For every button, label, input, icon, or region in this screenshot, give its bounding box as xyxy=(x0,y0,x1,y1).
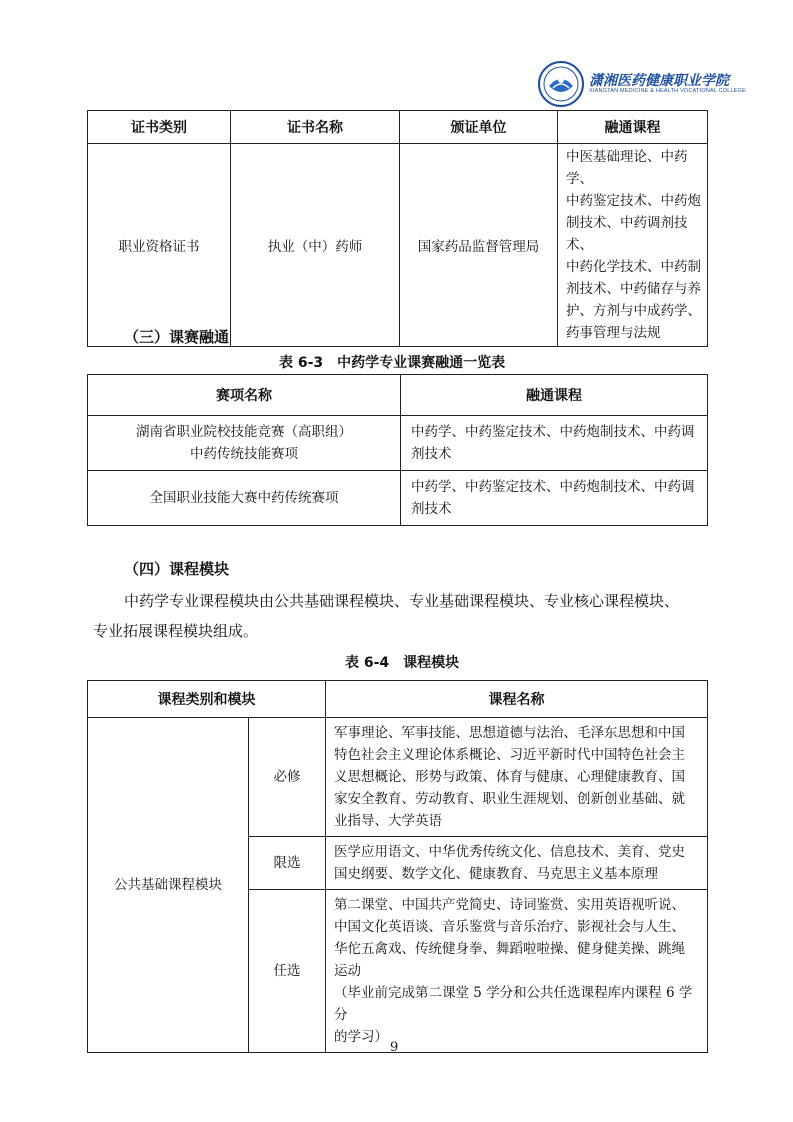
text-line: 中药鉴定技术、中药炮 xyxy=(566,193,701,209)
col-header: 融通课程 xyxy=(558,111,708,144)
text-line: 湖南省职业院校技能竞赛（高职组） xyxy=(136,424,352,440)
text-line: 中药学、中药鉴定技术、中药炮制技术、中药调 xyxy=(411,479,695,495)
school-name: 潇湘医药健康职业学院 xyxy=(589,73,729,89)
text-line: 医学应用语文、中华优秀传统文化、信息技术、美育、党史 xyxy=(334,844,685,860)
certificate-table xyxy=(87,110,708,347)
table-row xyxy=(88,416,708,471)
table-row xyxy=(88,718,708,837)
competition-courses xyxy=(401,471,708,526)
cert-category: 职业资格证书 xyxy=(88,144,231,347)
text-line: 中药学、中药鉴定技术、中药炮制技术、中药调 xyxy=(411,424,695,440)
course-type: 必修 xyxy=(249,718,326,837)
cert-courses xyxy=(558,144,708,347)
text-line: 剂技术 xyxy=(411,501,452,517)
table-header-row xyxy=(88,681,708,718)
cert-issuer: 国家药品监督管理局 xyxy=(400,144,558,347)
table-caption: 表 6-3 中药学专业课赛融通一览表 xyxy=(279,355,506,371)
course-type: 任选 xyxy=(249,890,326,1053)
course-list xyxy=(326,890,708,1053)
text-line: 药事管理与法规 xyxy=(566,325,661,341)
course-module-table xyxy=(87,680,708,1053)
text-line: 中药传统技能赛项 xyxy=(190,446,298,462)
page-number: 9 xyxy=(390,1040,399,1055)
module-name: 公共基础课程模块 xyxy=(88,718,249,1053)
competition-courses xyxy=(401,416,708,471)
competition-table xyxy=(87,374,708,526)
col-header: 赛项名称 xyxy=(88,375,401,416)
text-line: 特色社会主义理论体系概论、习近平新时代中国特色社会主 xyxy=(334,747,685,763)
text-line: 全国职业技能大赛中药传统赛项 xyxy=(149,490,339,506)
text-line: 中药化学技术、中药制 xyxy=(566,259,701,275)
col-header: 课程类别和模块 xyxy=(88,681,326,718)
competition-name xyxy=(88,471,401,526)
text-line: 护、方剂与中成药学、 xyxy=(566,303,701,319)
col-header: 颁证单位 xyxy=(400,111,558,144)
text-line: 义思想概论、形势与政策、体育与健康、心理健康教育、国 xyxy=(334,769,685,785)
col-header: 证书类别 xyxy=(88,111,231,144)
section-heading: （三）课赛融通 xyxy=(124,328,230,346)
text-line: （毕业前完成第二课堂 5 学分和公共任选课程库内课程 6 学分 xyxy=(334,985,693,1023)
table-header-row xyxy=(88,111,708,144)
text-line: 剂技术、中药储存与养 xyxy=(566,281,701,297)
table-row xyxy=(88,471,708,526)
competition-name xyxy=(88,416,401,471)
section-heading: （四）课程模块 xyxy=(124,560,230,578)
text-line: 的学习） xyxy=(334,1029,388,1045)
text-line: 剂技术 xyxy=(411,446,452,462)
school-name-en: XIANGTAN MEDICINE & HEALTH VOCATIONAL COLLEGE xyxy=(589,88,747,94)
table-row xyxy=(88,144,708,347)
text-line: 运动 xyxy=(334,963,361,979)
text-line: 国史纲要、数学文化、健康教育、马克思主义基本原理 xyxy=(334,866,658,882)
text-line: 中国文化英语谈、音乐鉴赏与音乐治疗、影视社会与人生、 xyxy=(334,919,685,935)
text-line: 华佗五禽戏、传统健身拳、舞蹈啦啦操、健身健美操、跳绳 xyxy=(334,941,685,957)
course-type: 限选 xyxy=(249,837,326,890)
text-line: 中医基础理论、中药学、 xyxy=(566,149,688,187)
cert-name: 执业（中）药师 xyxy=(231,144,400,347)
course-list xyxy=(326,837,708,890)
text-line: 第二课堂、中国共产党简史、诗词鉴赏、实用英语视听说、 xyxy=(334,897,685,913)
school-logo xyxy=(537,60,757,108)
paragraph-line: 专业拓展课程模块组成。 xyxy=(93,622,259,640)
text-line: 业指导、大学英语 xyxy=(334,813,442,829)
paragraph-line: 中药学专业课程模块由公共基础课程模块、专业基础课程模块、专业核心课程模块、 xyxy=(124,592,680,610)
table-caption: 表 6-4 课程模块 xyxy=(345,655,460,671)
col-header: 课程名称 xyxy=(326,681,708,718)
school-emblem-icon xyxy=(537,60,585,108)
text-line: 军事理论、军事技能、思想道德与法治、毛泽东思想和中国 xyxy=(334,725,685,741)
text-line: 制技术、中药调剂技术、 xyxy=(566,215,688,253)
col-header: 证书名称 xyxy=(231,111,400,144)
col-header: 融通课程 xyxy=(401,375,708,416)
text-line: 家安全教育、劳动教育、职业生涯规划、创新创业基础、就 xyxy=(334,791,685,807)
table-header-row xyxy=(88,375,708,416)
course-list xyxy=(326,718,708,837)
